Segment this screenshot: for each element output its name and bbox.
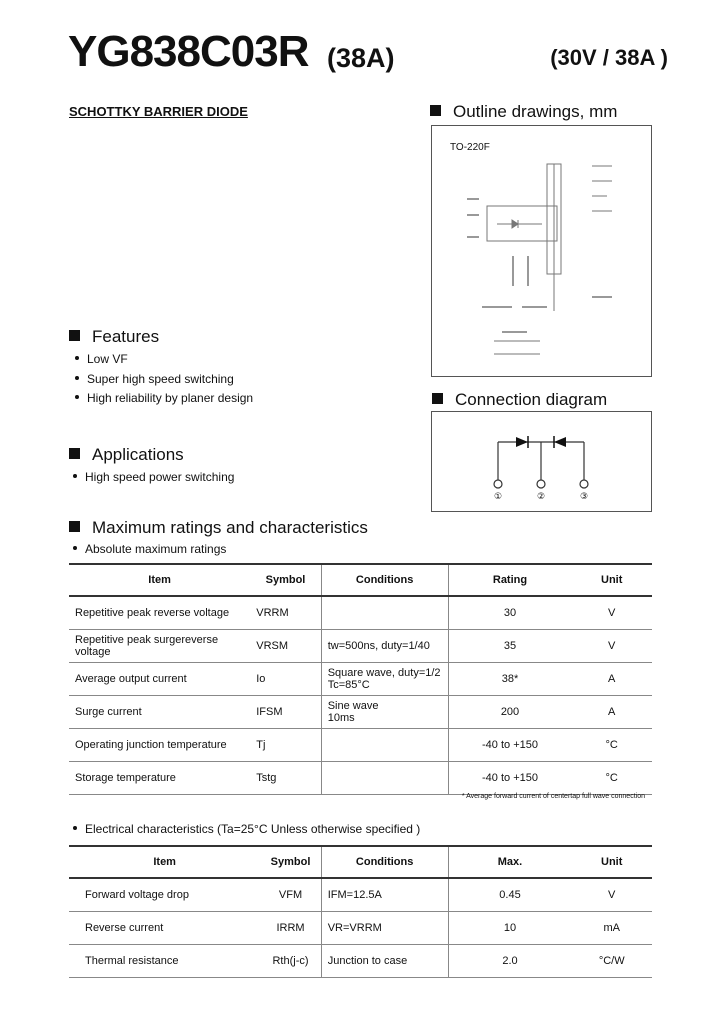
cell-symbol: VRSM [250,630,321,663]
abs-max-label-text: Absolute maximum ratings [85,542,227,556]
connection-diagram-box [431,411,652,512]
features-heading-text: Features [92,327,160,346]
cell-conditions [321,762,448,795]
device-type: SCHOTTKY BARRIER DIODE [69,104,248,119]
cell-unit: °C [571,762,652,795]
cell-item: Average output current [69,663,250,696]
bullet-icon [75,395,79,399]
outline-drawing-box [431,125,652,377]
col-symbol: Symbol [260,846,321,878]
cell-symbol: IRRM [260,912,321,945]
ratings-heading [69,518,368,538]
cell-unit: A [571,696,652,729]
bullet-icon [73,826,77,830]
applications-heading [69,445,184,465]
table-row [69,696,652,729]
outline-heading [430,102,617,122]
feature-item [75,372,234,386]
col-rating: Rating [448,564,571,596]
cell-max: 0.45 [448,878,571,912]
cell-item: Surge current [69,696,250,729]
cell-item: Forward voltage drop [69,878,260,912]
table-header-row [69,846,652,878]
cell-conditions [321,729,448,762]
cell-symbol: Rth(j-c) [260,945,321,978]
cell-symbol: Tstg [250,762,321,795]
abs-max-label [73,542,226,556]
cell-rating: 30 [448,596,571,630]
electrical-label [73,822,420,836]
col-max: Max. [448,846,571,878]
cell-rating: -40 to +150 [448,762,571,795]
connection-heading-text: Connection diagram [455,390,608,409]
cell-unit: A [571,663,652,696]
col-item: Item [69,846,260,878]
cell-symbol: VFM [260,878,321,912]
electrical-label-text: Electrical characteristics (Ta=25°C Unless otherwise specified ) [85,822,421,836]
pin-1-label: ① [493,491,503,501]
footnote: * Average forward current of centertap full wave connection [461,793,645,800]
cell-rating: 35 [448,630,571,663]
absolute-max-ratings-table [69,563,652,795]
cell-symbol: VRRM [250,596,321,630]
col-symbol: Symbol [250,564,321,596]
cell-item: Repetitive peak reverse voltage [69,596,250,630]
feature-item [75,391,253,405]
bullet-icon [75,376,79,380]
application-item [73,470,234,484]
table-row [69,878,652,912]
square-bullet-icon [430,105,441,116]
applications-heading-text: Applications [92,445,184,464]
part-number-title: YG838C03R [68,27,309,76]
cell-conditions: VR=VRRM [321,912,448,945]
square-bullet-icon [69,521,80,532]
package-label: TO-220F [450,142,490,153]
table-row [69,762,652,795]
cell-rating: -40 to +150 [448,729,571,762]
outline-heading-text: Outline drawings, mm [453,102,618,121]
cell-item: Repetitive peak surgereverse voltage [69,630,250,663]
cell-conditions [321,696,448,729]
package-drawing [432,126,651,376]
connection-heading [432,390,607,410]
cell-conditions [321,663,448,696]
cell-unit: mA [571,912,652,945]
square-bullet-icon [69,330,80,341]
col-conditions: Conditions [321,846,448,878]
cell-unit: °C [571,729,652,762]
bullet-icon [73,546,77,550]
col-unit: Unit [571,564,652,596]
cell-unit: V [571,878,652,912]
cell-conditions: IFM=12.5A [321,878,448,912]
bullet-icon [73,474,77,478]
cell-symbol: Tj [250,729,321,762]
feature-text: Low VF [87,352,128,366]
cell-item: Operating junction temperature [69,729,250,762]
cell-max: 2.0 [448,945,571,978]
ratings-heading-text: Maximum ratings and characteristics [92,518,368,537]
cell-item: Storage temperature [69,762,250,795]
col-item: Item [69,564,250,596]
cell-symbol: IFSM [250,696,321,729]
square-bullet-icon [69,448,80,459]
cell-max: 10 [448,912,571,945]
cell-conditions-line2: 10ms [327,712,355,724]
cell-rating: 200 [448,696,571,729]
cell-unit: °C/W [571,945,652,978]
cell-item: Reverse current [69,912,260,945]
cell-conditions-line1: Sine wave [327,700,379,712]
cell-conditions: Junction to case [321,945,448,978]
cell-unit: V [571,596,652,630]
table-row [69,729,652,762]
table-row [69,945,652,978]
cell-symbol: Io [250,663,321,696]
square-bullet-icon [432,393,443,404]
cell-conditions: tw=500ns, duty=1/40 [321,630,448,663]
cell-rating: 38* [448,663,571,696]
table-header-row [69,564,652,596]
feature-text: Super high speed switching [87,372,234,386]
electrical-characteristics-table [69,845,652,978]
bullet-icon [75,356,79,360]
table-row [69,663,652,696]
cell-conditions-line1: Square wave, duty=1/2 [327,667,441,679]
col-conditions: Conditions [321,564,448,596]
table-row [69,596,652,630]
pin-2-label: ② [536,491,546,501]
features-heading [69,327,159,347]
cell-conditions [321,596,448,630]
feature-text: High reliability by planer design [87,391,254,405]
table-row [69,912,652,945]
application-text: High speed power switching [85,470,235,484]
cell-unit: V [571,630,652,663]
col-unit: Unit [571,846,652,878]
feature-item [75,352,128,366]
current-label: (38A) [327,43,395,73]
cell-conditions-line2: Tc=85°C [327,679,370,691]
pin-3-label: ③ [579,491,589,501]
rating-label: (30V / 38A ) [550,45,668,70]
table-row [69,630,652,663]
cell-item: Thermal resistance [69,945,260,978]
